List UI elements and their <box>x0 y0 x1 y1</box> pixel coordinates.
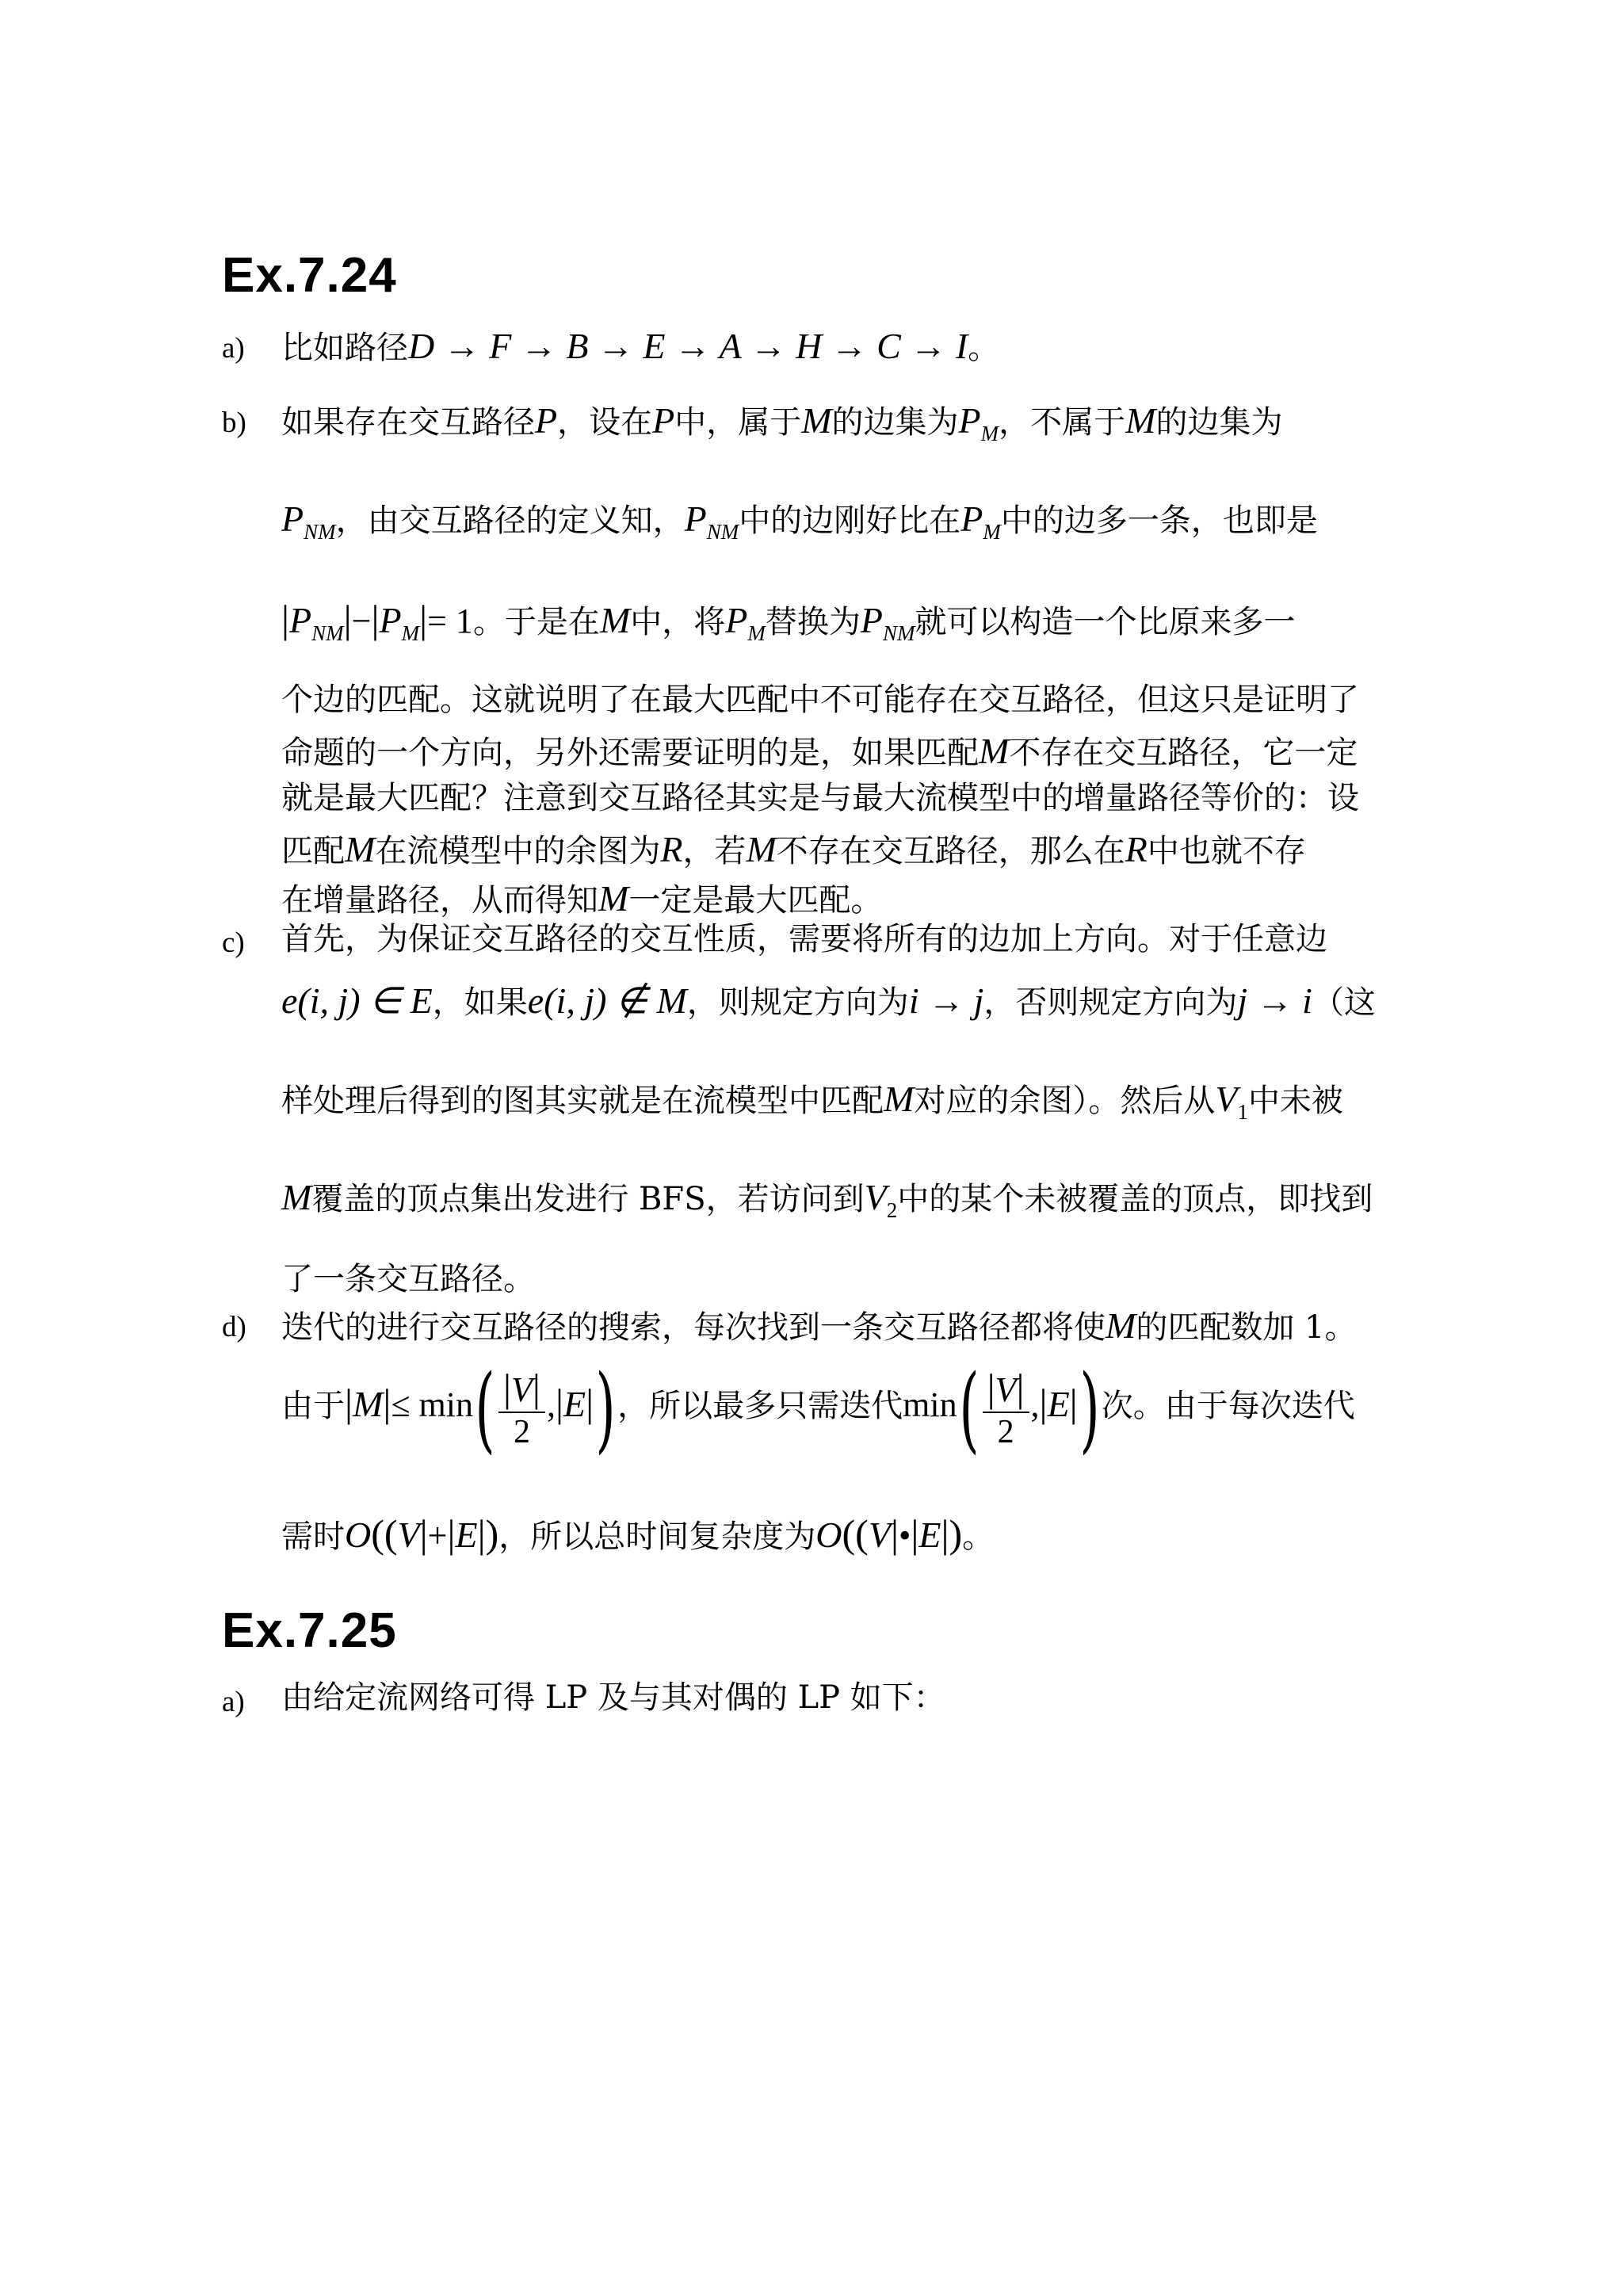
item-label-c: c) <box>222 926 245 959</box>
item-b-line-6: 就是最大匹配？注意到交互路径其实是与最大流模型中的增量路径等价的：设 <box>281 780 1359 816</box>
item-c-line-2: e(i, j) ∈ E，如果e(i, j) ∉ M，则规定方向为i → j，否则规定方向为j → i（这 <box>281 980 1376 1021</box>
item-label-a-ex725: a) <box>222 1686 245 1718</box>
item-d-line-2: 由于|M|≤ min( $\frac{|V|}{2}$ ,|E|)，所以最多只需迭代min( $\frac{|V|}{2}$ ,|E|)次。由于每次迭代 <box>281 1354 1355 1463</box>
item-c-line-4: M覆盖的顶点集出发进行 BFS，若访问到$V_2$中的某个未被覆盖的顶点，即找到 <box>281 1177 1373 1222</box>
item-b-line-5: 命题的一个方向，另外还需要证明的是，如果匹配M不存在交互路径，它一定 <box>281 731 1358 771</box>
section-heading-ex-7-24: Ex.7.24 <box>222 248 397 303</box>
item-label-a: a) <box>222 332 245 365</box>
item-b-line-3: $|P_{NM}|-|P_M|= 1$。于是在M中，将$P_M$替换为$P_{NM}$就可以构造一个比原来多一 <box>281 597 1296 645</box>
item-b-line-1: 如果存在交互路径P，设在P中，属于M的边集为$P_M$，不属于M的边集为 <box>281 400 1283 445</box>
item-c-line-5: 了一条交互路径。 <box>281 1261 535 1297</box>
item-b-line-2: $P_{NM}$，由交互路径的定义知，$P_{NM}$中的边刚好比在$P_M$中的边多一条，也即是 <box>281 499 1318 544</box>
item-a-line: 比如路径D → F → B → E → A → H → C → I。 <box>281 326 1000 366</box>
item-d-line-3: 需时O((V|+|E|)，所以总时间复杂度为O((V|•|E|)。 <box>281 1511 995 1556</box>
item-label-b: b) <box>222 407 246 439</box>
item-b-line-7: 匹配M在流模型中的余图为R，若M不存在交互路径，那么在R中也就不存 <box>281 829 1306 869</box>
item-c-line-3: 样处理后得到的图其实就是在流模型中匹配M对应的余图）。然后从$V_1$中未被 <box>281 1079 1343 1124</box>
item-label-d: d) <box>222 1311 246 1343</box>
fraction-v-over-2: $\frac{|V|}{2}$ <box>983 1366 1029 1451</box>
item-b-line-4: 个边的匹配。这就说明了在最大匹配中不可能存在交互路径，但这只是证明了 <box>281 682 1359 718</box>
section-heading-ex-7-25: Ex.7.25 <box>222 1603 397 1658</box>
item-a-ex725-line: 由给定流网络可得 LP 及与其对偶的 LP 如下： <box>281 1679 945 1716</box>
item-c-line-1: 首先，为保证交互路径的交互性质，需要将所有的边加上方向。对于任意边 <box>281 921 1327 957</box>
path-expression: D → F → B → E → A → H → C → I <box>408 326 968 366</box>
fraction-v-over-2: $\frac{|V|}{2}$ <box>498 1366 545 1451</box>
item-b-line-8: 在增量路径，从而得知M一定是最大匹配。 <box>281 878 883 919</box>
item-d-line-1: 迭代的进行交互路径的搜索，每次找到一条交互路径都将使M的匹配数加 1。 <box>281 1305 1357 1346</box>
